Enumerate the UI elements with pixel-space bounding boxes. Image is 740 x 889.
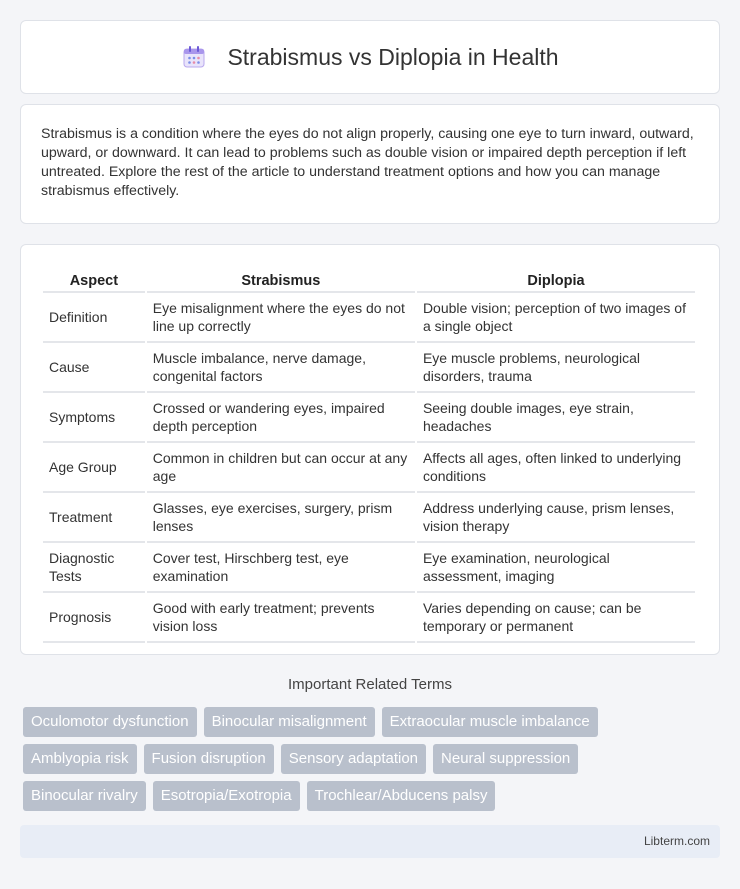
related-term-tag[interactable]: Extraocular muscle imbalance <box>382 707 598 737</box>
table-row <box>43 593 695 643</box>
row-aspect: Treatment <box>43 493 145 543</box>
related-term-tag[interactable]: Fusion disruption <box>144 744 274 774</box>
row-diplopia: Eye muscle problems, neurological disorders, trauma <box>417 343 695 393</box>
tag-row <box>23 781 723 811</box>
row-diplopia: Double vision; perception of two images of a single object <box>417 293 695 343</box>
tag-row <box>23 707 723 737</box>
header-card <box>20 20 720 94</box>
related-term-tag[interactable]: Binocular misalignment <box>204 707 375 737</box>
related-term-tag[interactable]: Esotropia/Exotropia <box>153 781 300 811</box>
page-title: Strabismus vs Diplopia in Health <box>227 43 559 70</box>
row-strabismus: Glasses, eye exercises, surgery, prism lenses <box>147 493 415 543</box>
footer-site-link[interactable]: Libterm.com <box>643 834 710 848</box>
comparison-table <box>41 265 697 643</box>
related-terms-title: Important Related Terms <box>288 676 452 693</box>
table-row <box>43 393 695 443</box>
header-strabismus: Strabismus <box>147 265 415 293</box>
related-term-tag[interactable]: Sensory adaptation <box>281 744 426 774</box>
row-strabismus: Good with early treatment; prevents vision loss <box>147 593 415 643</box>
row-diplopia: Eye examination, neurological assessment, imaging <box>417 543 695 593</box>
related-terms-list <box>23 707 723 818</box>
row-strabismus: Cover test, Hirschberg test, eye examination <box>147 543 415 593</box>
row-aspect: Symptoms <box>43 393 145 443</box>
intro-text: Strabismus is a condition where the eyes do not align properly, causing one eye to turn inward, outward, upward, or downward. It can lead to problems such as double vision or impaired depth perception if left untreated. Explore the rest of the article to understand treatment options and how you can manage strabismus effectively. <box>41 126 694 199</box>
header-aspect: Aspect <box>43 265 145 293</box>
row-diplopia: Seeing double images, eye strain, headaches <box>417 393 695 443</box>
table-header-row <box>43 265 695 293</box>
row-aspect: Age Group <box>43 443 145 493</box>
table-row <box>43 343 695 393</box>
row-diplopia: Affects all ages, often linked to underlying conditions <box>417 443 695 493</box>
related-term-tag[interactable]: Oculomotor dysfunction <box>23 707 197 737</box>
row-aspect: Diagnostic Tests <box>43 543 145 593</box>
related-term-tag[interactable]: Neural suppression <box>433 744 578 774</box>
row-aspect: Prognosis <box>43 593 145 643</box>
row-strabismus: Crossed or wandering eyes, impaired depth perception <box>147 393 415 443</box>
tag-row <box>23 744 723 774</box>
row-diplopia: Varies depending on cause; can be temporary or permanent <box>417 593 695 643</box>
comparison-table-card <box>20 244 720 655</box>
table-row <box>43 443 695 493</box>
header-diplopia: Diplopia <box>417 265 695 293</box>
row-aspect: Cause <box>43 343 145 393</box>
row-diplopia: Address underlying cause, prism lenses, vision therapy <box>417 493 695 543</box>
related-term-tag[interactable]: Amblyopia risk <box>23 744 137 774</box>
table-row <box>43 293 695 343</box>
row-aspect: Definition <box>43 293 145 343</box>
related-term-tag[interactable]: Binocular rivalry <box>23 781 146 811</box>
row-strabismus: Common in children but can occur at any age <box>147 443 415 493</box>
related-term-tag[interactable]: Trochlear/Abducens palsy <box>307 781 496 811</box>
table-row <box>43 493 695 543</box>
row-strabismus: Muscle imbalance, nerve damage, congenital factors <box>147 343 415 393</box>
footer <box>20 825 720 858</box>
table-row <box>43 543 695 593</box>
intro-card <box>20 104 720 224</box>
calendar-icon <box>181 44 207 70</box>
row-strabismus: Eye misalignment where the eyes do not line up correctly <box>147 293 415 343</box>
